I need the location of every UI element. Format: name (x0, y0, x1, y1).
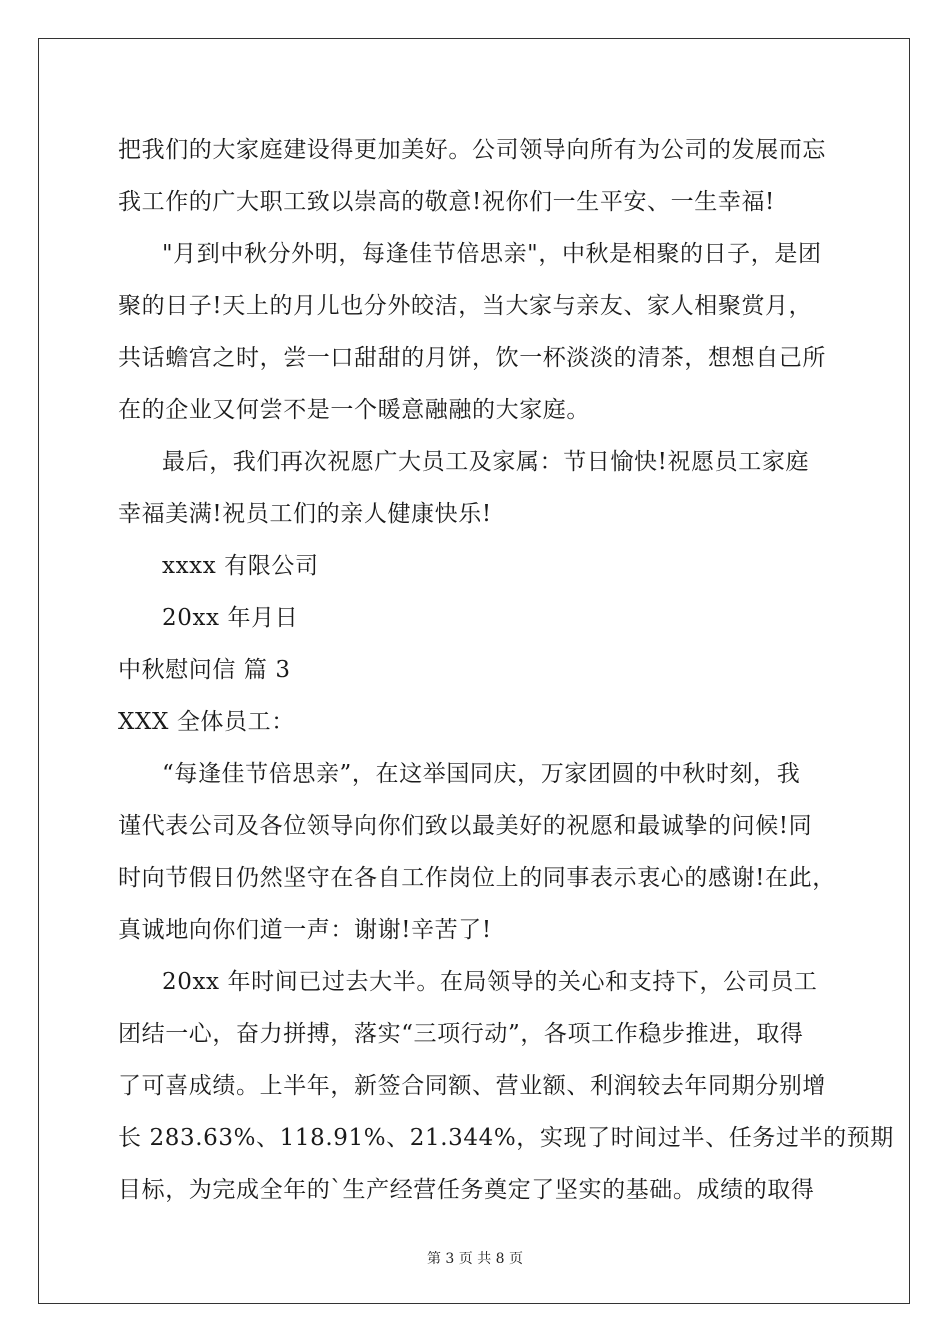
text-line: xxxx 有限公司 (162, 553, 319, 579)
text-line: 把我们的大家庭建设得更加美好。公司领导向所有为公司的发展而忘 (118, 137, 826, 163)
text-line: 了可喜成绩。上半年，新签合同额、营业额、利润较去年同期分别增 (118, 1073, 826, 1099)
text-line: "月到中秋分外明，每逢佳节倍思亲"，中秋是相聚的日子，是团 (162, 241, 822, 267)
text-line: 长 283.63%、118.91%、21.344%，实现了时间过半、任务过半的预期 (118, 1125, 894, 1151)
text-line: 谨代表公司及各位领导向你们致以最美好的祝愿和最诚挚的问候!同 (118, 813, 813, 839)
text-line: XXX 全体员工： (118, 709, 295, 735)
text-line: 我工作的广大职工致以崇高的敬意!祝你们一生平安、一生幸福! (118, 189, 775, 215)
text-line: 20xx 年月日 (162, 605, 299, 631)
text-line: 在的企业又何尝不是一个暖意融融的大家庭。 (118, 397, 590, 423)
text-line: 时向节假日仍然坚守在各自工作岗位上的同事表示衷心的感谢!在此， (118, 865, 836, 891)
text-line: 聚的日子!天上的月儿也分外皎洁，当大家与亲友、家人相聚赏月， (118, 293, 813, 319)
text-line: 中秋慰问信 篇 3 (118, 657, 291, 683)
page-number-footer: 第 3 页 共 8 页 (426, 1251, 524, 1267)
text-line: 共话蟾宫之时，尝一口甜甜的月饼，饮一杯淡淡的清茶，想想自己所 (118, 345, 826, 371)
text-line: 20xx 年时间已过去大半。在局领导的关心和支持下，公司员工 (162, 969, 818, 995)
document-body (118, 124, 894, 1216)
text-line: 幸福美满!祝员工们的亲人健康快乐! (118, 501, 492, 527)
text-line: 团结一心，奋力拼搏，落实“三项行动”，各项工作稳步推进，取得 (118, 1021, 804, 1047)
text-line: 真诚地向你们道一声：谢谢!辛苦了! (118, 917, 492, 943)
text-line: 最后，我们再次祝愿广大员工及家属：节日愉快!祝愿员工家庭 (162, 449, 810, 475)
text-line: 目标，为完成全年的`生产经营任务奠定了坚实的基础。成绩的取得 (118, 1177, 815, 1203)
text-line: “每逢佳节倍思亲”，在这举国同庆，万家团圆的中秋时刻，我 (162, 761, 801, 787)
